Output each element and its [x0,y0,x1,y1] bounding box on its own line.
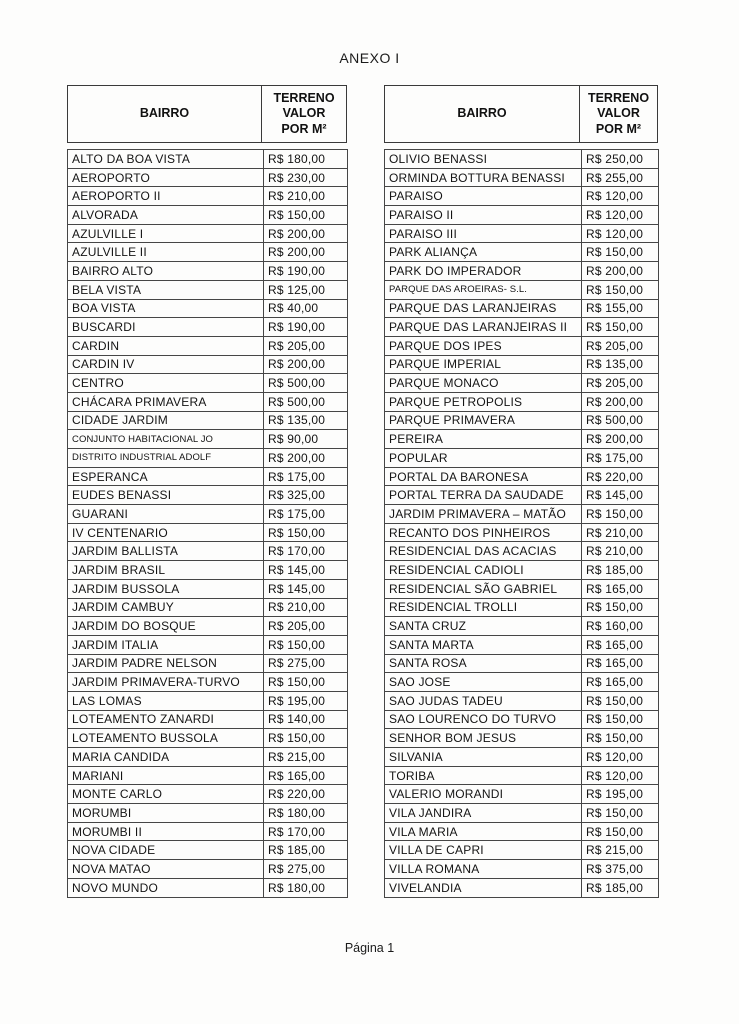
bairro-cell: PARQUE DAS AROEIRAS- S.L. [385,280,582,299]
bairro-cell: CIDADE JARDIM [68,411,264,430]
table-row [68,542,348,561]
valor-cell: R$ 205,00 [264,336,348,355]
bairro-cell: PARQUE DAS LARANJEIRAS II [385,318,582,337]
table-row [68,392,348,411]
valor-cell: R$ 165,00 [582,654,659,673]
valor-cell: R$ 120,00 [582,766,659,785]
bairro-cell: TORIBA [385,766,582,785]
valor-cell: R$ 145,00 [582,486,659,505]
bairro-cell: SANTA MARTA [385,635,582,654]
bairro-cell: AZULVILLE I [68,224,264,243]
valor-cell: R$ 125,00 [264,280,348,299]
valor-cell: R$ 170,00 [264,542,348,561]
bairro-cell: JARDIM PRIMAVERA – MATÃO [385,505,582,524]
valor-cell: R$ 200,00 [264,355,348,374]
bairro-cell: CHÁCARA PRIMAVERA [68,392,264,411]
bairro-cell: PARAISO III [385,224,582,243]
valor-cell: R$ 155,00 [582,299,659,318]
table-row [385,635,659,654]
valor-cell: R$ 150,00 [582,280,659,299]
table-row [68,710,348,729]
footer-page-number: Página 1 [344,941,395,955]
table-row [68,579,348,598]
table-row [385,654,659,673]
table-row [385,748,659,767]
table-row [385,336,659,355]
valor-cell: R$ 205,00 [582,336,659,355]
bairro-cell: VIVELANDIA [385,878,582,897]
table-row [385,523,659,542]
table-row [385,598,659,617]
table-row [68,280,348,299]
table-row [68,617,348,636]
bairro-cell: BOA VISTA [68,299,264,318]
bairro-cell: RESIDENCIAL SÃO GABRIEL [385,579,582,598]
bairro-cell: VILA MARIA [385,822,582,841]
table-row [68,673,348,692]
bairro-cell: VALERIO MORANDI [385,785,582,804]
bairro-cell: MORUMBI II [68,822,264,841]
valor-cell: R$ 175,00 [582,449,659,468]
bairro-cell: EUDES BENASSI [68,486,264,505]
valor-cell: R$ 195,00 [582,785,659,804]
table-row [68,187,348,206]
bairro-cell: CARDIN IV [68,355,264,374]
table-row [68,411,348,430]
bairro-cell: RECANTO DOS PINHEIROS [385,523,582,542]
valor-cell: R$ 145,00 [264,561,348,580]
table-row [68,860,348,879]
valor-cell: R$ 150,00 [264,635,348,654]
table-row [385,673,659,692]
table-row [68,150,348,169]
bairro-cell: MORUMBI [68,804,264,823]
table-row [68,299,348,318]
bairro-cell: PARQUE DAS LARANJEIRAS [385,299,582,318]
bairro-cell: AZULVILLE II [68,243,264,262]
table-row [385,542,659,561]
bairro-cell: POPULAR [385,449,582,468]
valor-cell: R$ 150,00 [582,710,659,729]
valor-cell: R$ 150,00 [582,243,659,262]
valor-cell: R$ 90,00 [264,430,348,449]
page-title: ANEXO I [339,50,400,66]
table-row [68,523,348,542]
bairro-cell: CENTRO [68,374,264,393]
valor-cell: R$ 200,00 [582,392,659,411]
bairro-cell: AEROPORTO II [68,187,264,206]
bairro-cell: VILLA ROMANA [385,860,582,879]
bairro-cell: AEROPORTO [68,168,264,187]
bairro-cell: PARK DO IMPERADOR [385,262,582,281]
bairro-cell: IV CENTENARIO [68,523,264,542]
table-row [385,374,659,393]
bairro-cell: SAO LOURENCO DO TURVO [385,710,582,729]
bairro-cell: ALTO DA BOA VISTA [68,150,264,169]
column-header-bairro: BAIRRO [68,86,262,142]
table-row [68,374,348,393]
bairro-cell: CONJUNTO HABITACIONAL JO [68,430,264,449]
valor-cell: R$ 180,00 [264,150,348,169]
table-row [385,691,659,710]
valor-cell: R$ 120,00 [582,187,659,206]
table-row [385,561,659,580]
valor-cell: R$ 150,00 [582,691,659,710]
bairro-cell: NOVO MUNDO [68,878,264,897]
table-row [385,467,659,486]
table-row [68,748,348,767]
valor-cell: R$ 185,00 [582,878,659,897]
bairro-cell: PARQUE MONACO [385,374,582,393]
valor-cell: R$ 200,00 [264,449,348,468]
valor-cell: R$ 170,00 [264,822,348,841]
valor-cell: R$ 165,00 [582,635,659,654]
bairro-cell: JARDIM PRIMAVERA-TURVO [68,673,264,692]
bairro-cell: OLIVIO BENASSI [385,150,582,169]
bairro-cell: JARDIM DO BOSQUE [68,617,264,636]
valor-cell: R$ 200,00 [582,262,659,281]
valor-cell: R$ 500,00 [264,374,348,393]
valor-cell: R$ 255,00 [582,168,659,187]
bairro-cell: PARK ALIANÇA [385,243,582,262]
valor-cell: R$ 325,00 [264,486,348,505]
bairro-cell: ORMINDA BOTTURA BENASSI [385,168,582,187]
valor-cell: R$ 500,00 [264,392,348,411]
table-row [68,262,348,281]
table-row [68,168,348,187]
valor-cell: R$ 150,00 [582,729,659,748]
valor-cell: R$ 120,00 [582,224,659,243]
valor-cell: R$ 120,00 [582,206,659,225]
table-right-body [384,149,659,898]
valor-cell: R$ 185,00 [582,561,659,580]
valor-cell: R$ 150,00 [582,505,659,524]
bairro-cell: JARDIM BRASIL [68,561,264,580]
bairro-cell: GUARANI [68,505,264,524]
table-row [385,860,659,879]
table-row [68,878,348,897]
valor-cell: R$ 150,00 [582,318,659,337]
table-left-body [67,149,348,898]
table-row [385,804,659,823]
bairro-cell: NOVA CIDADE [68,841,264,860]
valor-cell: R$ 180,00 [264,804,348,823]
valor-cell: R$ 185,00 [264,841,348,860]
valor-cell: R$ 200,00 [264,224,348,243]
table-row [385,318,659,337]
bairro-cell: JARDIM CAMBUY [68,598,264,617]
valor-cell: R$ 230,00 [264,168,348,187]
table-row [385,299,659,318]
bairro-cell: PARQUE PRIMAVERA [385,411,582,430]
table-row [385,841,659,860]
table-right-header [384,85,658,143]
table-row [68,449,348,468]
bairro-cell: RESIDENCIAL TROLLI [385,598,582,617]
table-row [385,280,659,299]
bairro-cell: LAS LOMAS [68,691,264,710]
bairro-cell: SANTA ROSA [385,654,582,673]
valor-cell: R$ 215,00 [582,841,659,860]
valor-cell: R$ 135,00 [582,355,659,374]
bairro-cell: ESPERANCA [68,467,264,486]
valor-cell: R$ 150,00 [264,729,348,748]
bairro-cell: RESIDENCIAL CADIOLI [385,561,582,580]
table-row [385,168,659,187]
valor-cell: R$ 150,00 [264,206,348,225]
valor-cell: R$ 200,00 [264,243,348,262]
table-row [385,355,659,374]
valor-cell: R$ 150,00 [582,822,659,841]
table-left-header [67,85,347,143]
table-row [68,654,348,673]
bairro-cell: LOTEAMENTO BUSSOLA [68,729,264,748]
bairro-cell: CARDIN [68,336,264,355]
bairro-cell: PARQUE PETROPOLIS [385,392,582,411]
table-row [385,486,659,505]
valor-cell: R$ 220,00 [582,467,659,486]
table-row [385,822,659,841]
table-row [68,486,348,505]
bairro-cell: SENHOR BOM JESUS [385,729,582,748]
table-row [68,243,348,262]
bairro-cell: PORTAL TERRA DA SAUDADE [385,486,582,505]
column-header-valor: TERRENO VALOR POR M² [273,90,335,136]
valor-cell: R$ 205,00 [264,617,348,636]
bairro-cell: SAO JOSE [385,673,582,692]
table-row [385,187,659,206]
table-row [385,710,659,729]
bairro-cell: VILLA DE CAPRI [385,841,582,860]
bairro-cell: BAIRRO ALTO [68,262,264,281]
bairro-cell: PARQUE IMPERIAL [385,355,582,374]
valor-cell: R$ 500,00 [582,411,659,430]
table-row [68,224,348,243]
bairro-cell: PORTAL DA BARONESA [385,467,582,486]
column-header-valor: TERRENO VALOR POR M² [587,90,650,136]
table-right [384,85,658,898]
valor-cell: R$ 250,00 [582,150,659,169]
table-row [68,691,348,710]
valor-cell: R$ 210,00 [264,598,348,617]
bairro-cell: NOVA MATAO [68,860,264,879]
valor-cell: R$ 210,00 [264,187,348,206]
table-row [68,635,348,654]
table-row [68,206,348,225]
table-row [385,150,659,169]
table-row [385,392,659,411]
valor-cell: R$ 150,00 [264,523,348,542]
valor-cell: R$ 190,00 [264,318,348,337]
table-row [68,766,348,785]
valor-cell: R$ 175,00 [264,467,348,486]
bairro-cell: JARDIM BUSSOLA [68,579,264,598]
table-row [385,411,659,430]
table-row [68,598,348,617]
table-row [68,430,348,449]
table-row [385,449,659,468]
table-row [68,318,348,337]
table-row [385,766,659,785]
bairro-cell: VILA JANDIRA [385,804,582,823]
valor-cell: R$ 120,00 [582,748,659,767]
table-row [385,505,659,524]
valor-cell: R$ 150,00 [582,804,659,823]
table-row [385,262,659,281]
bairro-cell: MARIANI [68,766,264,785]
valor-cell: R$ 210,00 [582,523,659,542]
table-row [385,206,659,225]
valor-cell: R$ 150,00 [264,673,348,692]
bairro-cell: RESIDENCIAL DAS ACACIAS [385,542,582,561]
valor-cell: R$ 165,00 [582,673,659,692]
bairro-cell: ALVORADA [68,206,264,225]
table-row [68,355,348,374]
valor-cell: R$ 220,00 [264,785,348,804]
valor-cell: R$ 375,00 [582,860,659,879]
table-row [385,243,659,262]
bairro-cell: LOTEAMENTO ZANARDI [68,710,264,729]
bairro-cell: SANTA CRUZ [385,617,582,636]
table-row [68,467,348,486]
table-row [385,579,659,598]
valor-cell: R$ 200,00 [582,430,659,449]
table-left [67,85,347,898]
bairro-cell: JARDIM ITALIA [68,635,264,654]
valor-cell: R$ 165,00 [582,579,659,598]
valor-cell: R$ 215,00 [264,748,348,767]
table-row [385,729,659,748]
valor-cell: R$ 40,00 [264,299,348,318]
table-row [68,729,348,748]
valor-cell: R$ 275,00 [264,860,348,879]
table-row [68,505,348,524]
valor-cell: R$ 275,00 [264,654,348,673]
table-row [385,430,659,449]
bairro-cell: PEREIRA [385,430,582,449]
table-row [68,804,348,823]
valor-cell: R$ 145,00 [264,579,348,598]
valor-cell: R$ 135,00 [264,411,348,430]
valor-cell: R$ 175,00 [264,505,348,524]
table-row [68,336,348,355]
table-row [68,822,348,841]
table-row [385,878,659,897]
bairro-cell: SAO JUDAS TADEU [385,691,582,710]
bairro-cell: DISTRITO INDUSTRIAL ADOLF [68,449,264,468]
table-row [68,785,348,804]
bairro-cell: BELA VISTA [68,280,264,299]
table-row [385,785,659,804]
valor-cell: R$ 195,00 [264,691,348,710]
bairro-cell: BUSCARDI [68,318,264,337]
valor-cell: R$ 150,00 [582,598,659,617]
valor-cell: R$ 205,00 [582,374,659,393]
bairro-cell: MARIA CANDIDA [68,748,264,767]
bairro-cell: MONTE CARLO [68,785,264,804]
bairro-cell: PARAISO II [385,206,582,225]
valor-cell: R$ 160,00 [582,617,659,636]
column-header-bairro: BAIRRO [385,86,580,142]
valor-cell: R$ 210,00 [582,542,659,561]
table-row [68,841,348,860]
valor-cell: R$ 190,00 [264,262,348,281]
table-row [68,561,348,580]
bairro-cell: JARDIM PADRE NELSON [68,654,264,673]
valor-cell: R$ 140,00 [264,710,348,729]
bairro-cell: PARQUE DOS IPES [385,336,582,355]
table-row [385,617,659,636]
bairro-cell: SILVANIA [385,748,582,767]
bairro-cell: JARDIM BALLISTA [68,542,264,561]
table-row [385,224,659,243]
valor-cell: R$ 165,00 [264,766,348,785]
valor-cell: R$ 180,00 [264,878,348,897]
bairro-cell: PARAISO [385,187,582,206]
